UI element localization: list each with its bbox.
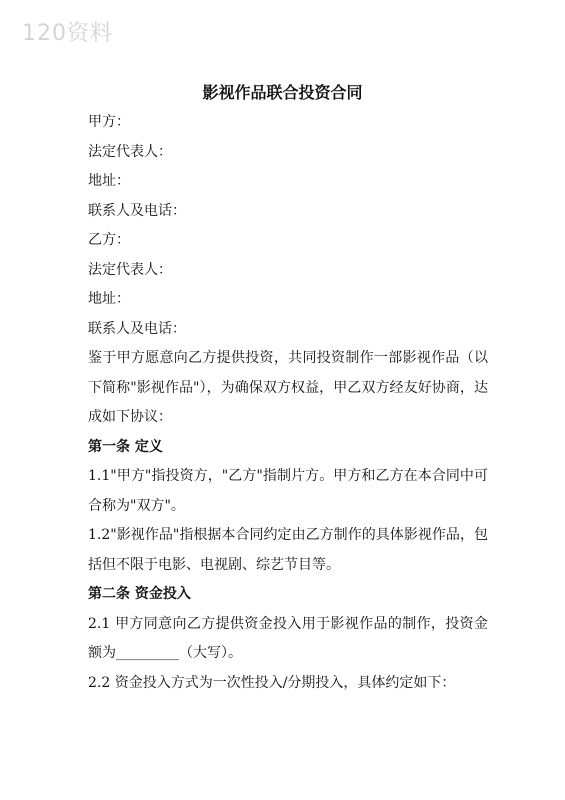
party-a-address-label: 地址： — [88, 173, 130, 189]
party-b-rep-label: 法定代表人： — [88, 261, 172, 278]
clause-1-2: 1.2"影视作品"指根据本合同约定由乙方制作的具体影视作品，包括但不限于电影、电视剧、综艺节目等。 — [88, 527, 488, 573]
clause-1-1: 1.1"甲方"指投资方，"乙方"指制片方。甲方和乙方在本合同中可合称为"双方"。 — [88, 468, 488, 514]
article-1-heading: 第一条 定义 — [88, 438, 163, 455]
preamble: 鉴于甲方愿意向乙方提供投资，共同投资制作一部影视作品（以下简称"影视作品"），为确保双方权益，甲乙双方经友好协商，达成如下协议： — [88, 350, 488, 425]
clause-2-1: 2.1 甲方同意向乙方提供资金投入用于影视作品的制作，投资金额为_________（大写）。 — [88, 615, 488, 661]
document-body — [88, 108, 488, 698]
party-a-contact-label: 联系人及电话： — [88, 202, 186, 219]
party-b-address-label: 地址： — [88, 291, 130, 307]
clause-2-2: 2.2 资金投入方式为一次性投入/分期投入，具体约定如下： — [88, 674, 456, 691]
document-title: 影视作品联合投资合同 — [202, 83, 363, 102]
party-a-rep-label: 法定代表人： — [88, 143, 172, 160]
party-b-contact-label: 联系人及电话： — [88, 320, 186, 337]
watermark: 120资料 — [22, 21, 113, 46]
party-a-name-label: 甲方： — [88, 114, 130, 130]
article-2-heading: 第二条 资金投入 — [88, 586, 191, 602]
party-b-name-label: 乙方： — [88, 232, 130, 248]
